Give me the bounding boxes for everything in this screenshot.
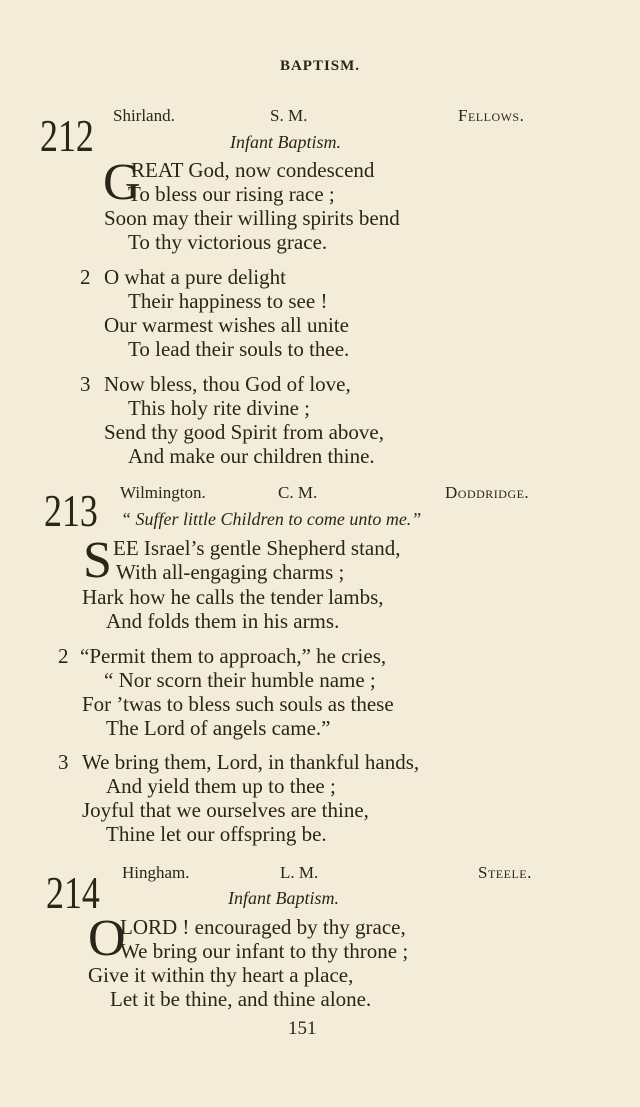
verse-line: REAT God, now condescend bbox=[131, 158, 375, 182]
verse-line: “ Nor scorn their humble name ; bbox=[104, 668, 376, 692]
drop-cap: G bbox=[103, 154, 141, 211]
verse-line: We bring them, Lord, in thankful hands, bbox=[82, 750, 420, 774]
hymn-author: Fellows. bbox=[458, 106, 525, 125]
drop-cap: S bbox=[83, 532, 112, 589]
hymn-meter: S. M. bbox=[270, 106, 308, 125]
hymn-subtitle: Infant Baptism. bbox=[230, 132, 341, 152]
page-number: 151 bbox=[288, 1018, 317, 1039]
hymn-number: 212 bbox=[40, 110, 94, 161]
verse-line: To lead their souls to thee. bbox=[128, 337, 350, 361]
verse-line: To bless our rising race ; bbox=[128, 182, 335, 206]
verse-line: Soon may their willing spirits bend bbox=[104, 206, 400, 230]
verse-line: Thine let our offspring be. bbox=[106, 822, 327, 846]
hymn-number: 214 bbox=[46, 867, 100, 918]
verse-line: “Permit them to approach,” he cries, bbox=[80, 644, 387, 668]
verse-line: Let it be thine, and thine alone. bbox=[110, 987, 372, 1011]
hymn-number: 213 bbox=[44, 485, 98, 536]
hymn-author: Doddridge. bbox=[445, 483, 530, 502]
verse-line: And yield them up to thee ; bbox=[106, 774, 336, 798]
stanza-number: 2 bbox=[58, 644, 69, 668]
verse-line: For ’twas to bless such souls as these bbox=[82, 692, 394, 716]
hymn-tune: Hingham. bbox=[122, 863, 190, 882]
hymn-subtitle: “ Suffer little Children to come unto me.” bbox=[121, 509, 422, 529]
verse-line: To thy victorious grace. bbox=[128, 230, 328, 254]
verse-line: Give it within thy heart a place, bbox=[88, 963, 354, 987]
verse-line: Hark how he calls the tender lambs, bbox=[82, 585, 384, 609]
verse-line: And folds them in his arms. bbox=[106, 609, 340, 633]
verse-line: Send thy good Spirit from above, bbox=[104, 420, 384, 444]
stanza-number: 3 bbox=[58, 750, 69, 774]
verse-line: We bring our infant to thy throne ; bbox=[120, 939, 409, 963]
stanza-number: 3 bbox=[80, 372, 91, 396]
verse-line: Now bless, thou God of love, bbox=[104, 372, 351, 396]
drop-cap: O bbox=[88, 910, 126, 967]
verse-line: Joyful that we ourselves are thine, bbox=[82, 798, 369, 822]
verse-line: The Lord of angels came.” bbox=[106, 716, 331, 740]
hymn-meter: L. M. bbox=[280, 863, 319, 882]
verse-line: This holy rite divine ; bbox=[128, 396, 310, 420]
hymn-author: Steele. bbox=[478, 863, 532, 882]
hymn-tune: Wilmington. bbox=[120, 483, 206, 502]
hymn-tune: Shirland. bbox=[113, 106, 175, 125]
hymn-meter: C. M. bbox=[278, 483, 318, 502]
verse-line: And make our children thine. bbox=[128, 444, 375, 468]
verse-line: Their happiness to see ! bbox=[128, 289, 328, 313]
verse-line: O what a pure delight bbox=[104, 265, 286, 289]
hymn-subtitle: Infant Baptism. bbox=[228, 888, 339, 908]
verse-line: EE Israel’s gentle Shepherd stand, bbox=[113, 536, 401, 560]
page-header: BAPTISM. bbox=[279, 58, 361, 74]
verse-line: LORD ! encouraged by thy grace, bbox=[120, 915, 406, 939]
stanza-number: 2 bbox=[80, 265, 91, 289]
verse-line: Our warmest wishes all unite bbox=[104, 313, 349, 337]
verse-line: With all-engaging charms ; bbox=[116, 560, 345, 584]
